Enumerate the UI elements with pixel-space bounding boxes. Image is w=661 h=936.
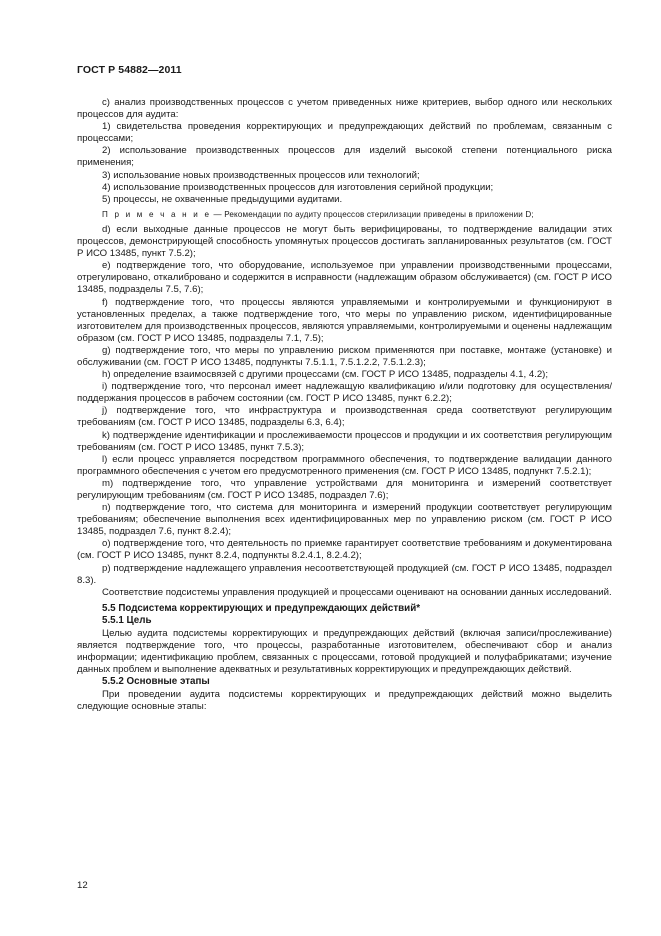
- criterion-2: 2) использование производственных процессов для изделий высокой степени потенциального риска применения;: [77, 145, 612, 169]
- conformity-paragraph: Соответствие подсистемы управления продукцией и процессами оценивают на основании данных исследований.: [102, 586, 612, 598]
- paragraph-e: e) подтверждение того, что оборудование, используемое при управлении производственными процессами, отрегулировано, откалибровано и содержится в исправности (надлежащим образом обслуживается) (см. ГОСТ Р ИСО 13485, подразделы 7.5, 7.6);: [77, 260, 612, 296]
- criterion-4: 4) использование производственных процессов для изготовления серийной продукции;: [102, 181, 494, 193]
- section-5-5-1-text: Целью аудита подсистемы корректирующих и предупреждающих действий (включая записи/прослеживание) является подтверждение того, что процессы, разработанные изготовителем, обеспечивают сбор и анализ информации; идентификацию проблем, связанных с процессами, готовой продукцией и полуфабрикатами; изучение данных проблем и выполнение адекватных и результативных корректирующих и предупреждающих действий.: [77, 628, 612, 676]
- paragraph-f: f) подтверждение того, что процессы являются управляемыми и контролируемыми и функционируют в установленных пределах, а также подтверждение того, что меры по управлению риском, идентифицированные изготовителем для производственных процессов, являются управляемыми, контролируемыми и оценены надлежащим образом (см. ГОСТ Р ИСО 13485, подразделы 7.1, 7.5);: [77, 296, 612, 344]
- paragraph-n: n) подтверждение того, что система для мониторинга и измерений продукции соответствует регулирующим требованиям; обеспечение выполнения всех идентифицированных мер по управлению риском (см. ГОСТ Р ИСО 13485, подраздел 7.6, пункт 8.2.4);: [77, 502, 612, 538]
- criterion-1: 1) свидетельства проведения корректирующих и предупреждающих действий по проблемам, связанным с процессами;: [77, 121, 612, 145]
- criterion-3: 3) использование новых производственных процессов или технологий;: [102, 169, 420, 181]
- page-number: 12: [77, 880, 88, 891]
- paragraph-l: l) если процесс управляется посредством программного обеспечения, то подтверждение валидации данного программного обеспечения с учетом его предусмотренного применения (см. ГОСТ Р ИСО 13485, подпункт 7.5.2.1);: [77, 453, 612, 477]
- section-5-5-1-title: 5.5.1 Цель: [102, 615, 152, 627]
- note-text: — Рекомендации по аудиту процессов стерилизации приведены в приложении D;: [211, 209, 534, 219]
- note: [77, 209, 612, 221]
- paragraph-j: j) подтверждение того, что инфраструктура и производственная среда соответствуют регулирующим требованиям (см. ГОСТ Р ИСО 13485, подразделы 6.3, 6.4);: [77, 405, 612, 429]
- paragraph-g: g) подтверждение того, что меры по управлению риском применяются при поставке, монтаже (установке) и обслуживании (см. ГОСТ Р ИСО 13485, подпункты 7.5.1.1, 7.5.1.2.2, 7.5.1.2.3);: [77, 344, 612, 368]
- paragraph-k: k) подтверждение идентификации и прослеживаемости процессов и продукции и их соответствия регулирующим требованиям (см. ГОСТ Р ИСО 13485, пункт 7.5.3);: [77, 429, 612, 453]
- paragraph-m: m) подтверждение того, что управление устройствами для мониторинга и измерений соответствует регулирующим требованиям (см. ГОСТ Р ИСО 13485, подраздел 7.6);: [77, 477, 612, 501]
- paragraph-i: i) подтверждение того, что персонал имеет надлежащую квалификацию и/или подготовку для осуществления/поддержания процессов в рабочем состоянии (см. ГОСТ Р ИСО 13485, пункт 6.2.2);: [77, 381, 612, 405]
- document-header: ГОСТ Р 54882—2011: [77, 64, 182, 76]
- paragraph-p: p) подтверждение надлежащего управления несоответствующей продукцией (см. ГОСТ Р ИСО 13485, подраздел 8.3).: [77, 562, 612, 586]
- section-5-5-title: 5.5 Подсистема корректирующих и предупреждающих действий*: [102, 602, 421, 614]
- criterion-5: 5) процессы, не охваченные предыдущими аудитами.: [102, 193, 343, 205]
- paragraph-o: o) подтверждение того, что деятельность по приемке гарантирует соответствие требованиям и документирована (см. ГОСТ Р ИСО 13485, пункт 8.2.4, подпункты 8.2.4.1, 8.2.4.2);: [77, 538, 612, 562]
- note-label: П р и м е ч а н и е: [102, 209, 212, 219]
- section-5-5-2-title: 5.5.2 Основные этапы: [102, 676, 210, 688]
- paragraph-h: h) определение взаимосвязей с другими процессами (см. ГОСТ Р ИСО 13485, подразделы 4.1, 4.2);: [102, 369, 549, 381]
- paragraph-d: d) если выходные данные процессов не могут быть верифицированы, то подтверждение валидации этих процессов, демонстрирующей способность упомянутых процессов достигать запланированных результатов (см. ГОСТ Р ИСО 13485, пункт 7.5.2);: [77, 223, 612, 260]
- paragraph-c: c) анализ производственных процессов с учетом приведенных ниже критериев, выбор одного или нескольких процессов для аудита:: [77, 97, 612, 121]
- document-body: [77, 97, 612, 713]
- section-5-5-2-text: При проведении аудита подсистемы корректирующих и предупреждающих действий можно выделить следующие основные этапы:: [77, 689, 612, 713]
